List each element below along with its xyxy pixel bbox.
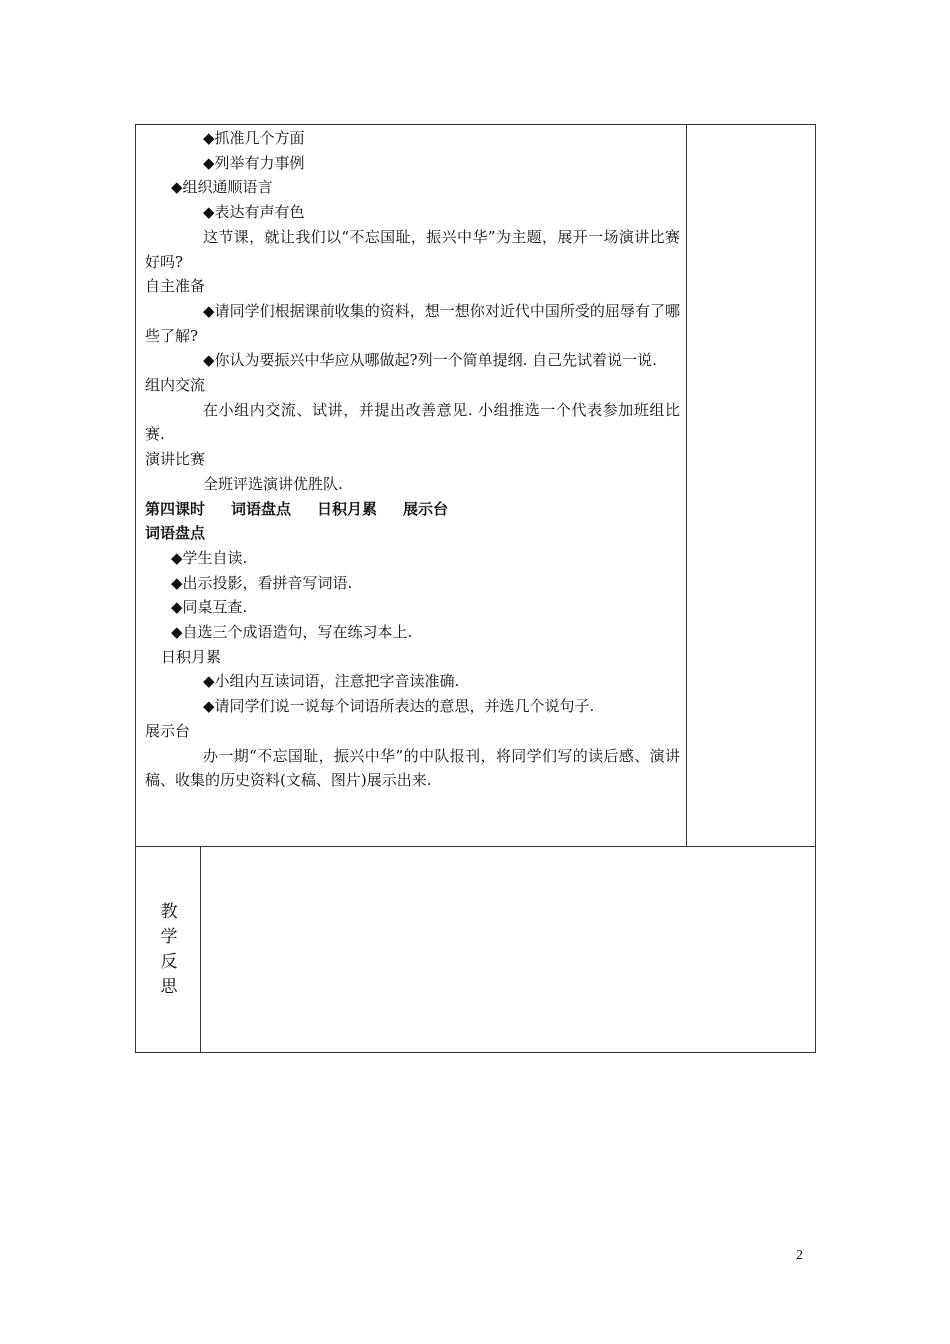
bullet-line: ◆小组内互读词语，注意把字音读准确. — [203, 672, 460, 691]
table-right-border — [815, 124, 816, 1053]
table-row-divider — [135, 846, 816, 847]
bullet-line: ◆列举有力事例 — [203, 153, 305, 172]
teaching-reflection-label — [158, 900, 180, 1000]
page-number: 2 — [796, 1248, 803, 1263]
table-bottom-border — [135, 1052, 816, 1053]
paragraph: ◆请同学们根据课前收集的资料，想一想你对近代中国所受的屈辱有了哪些了解? — [145, 301, 680, 345]
paragraph: 在小组内交流、试讲，并提出改善意见. 小组推选一个代表参加班组比赛. — [145, 400, 680, 444]
heading-part: 第四课时 — [145, 499, 206, 518]
bullet-line: ◆学生自读. — [171, 548, 248, 567]
lesson-content — [145, 126, 680, 793]
fourth-lesson-heading — [145, 497, 680, 522]
label-char: 学 — [160, 927, 178, 947]
heading-part: 日积月累 — [317, 499, 378, 518]
heading-part: 展示台 — [403, 499, 449, 518]
reflection-label-divider — [200, 846, 201, 1052]
bullet-line: ◆组织通顺语言 — [171, 178, 273, 197]
section-label: 组内交流 — [145, 376, 206, 395]
label-char: 反 — [160, 952, 178, 972]
notes-column-divider — [686, 124, 687, 846]
heading-part: 词语盘点 — [231, 499, 292, 518]
bullet-line: ◆同桌互查. — [171, 598, 248, 617]
table-top-border — [135, 124, 816, 125]
bullet-line: ◆表达有声有色 — [203, 203, 305, 222]
section-label: 日积月累 — [161, 647, 222, 666]
bullet-line: ◆请同学们说一说每个词语所表达的意思，并选几个说句子. — [203, 697, 595, 716]
bullet-line: ◆抓准几个方面 — [203, 129, 305, 147]
label-char: 教 — [160, 902, 178, 922]
label-char: 思 — [160, 977, 178, 997]
paragraph: 全班评选演讲优胜队. — [203, 474, 343, 493]
section-label: 演讲比赛 — [145, 450, 206, 469]
bullet-line: ◆自选三个成语造句，写在练习本上. — [171, 623, 413, 642]
section-label: 展示台 — [145, 721, 191, 740]
section-heading: 词语盘点 — [145, 524, 206, 543]
paragraph: ◆你认为要振兴中华应从哪做起?列一个简单提纲. 自己先试着说一说. — [203, 351, 657, 370]
table-left-border — [135, 124, 136, 1053]
section-label: 自主准备 — [145, 277, 206, 296]
paragraph: 办一期“不忘国耻，振兴中华”的中队报刊，将同学们写的读后感、演讲稿、收集的历史资料(文稿、图片)展示出来. — [145, 746, 680, 790]
paragraph: 这节课，就让我们以“不忘国耻，振兴中华”为主题，展开一场演讲比赛好吗? — [145, 227, 680, 271]
bullet-line: ◆出示投影，看拼音写词语. — [171, 573, 353, 592]
